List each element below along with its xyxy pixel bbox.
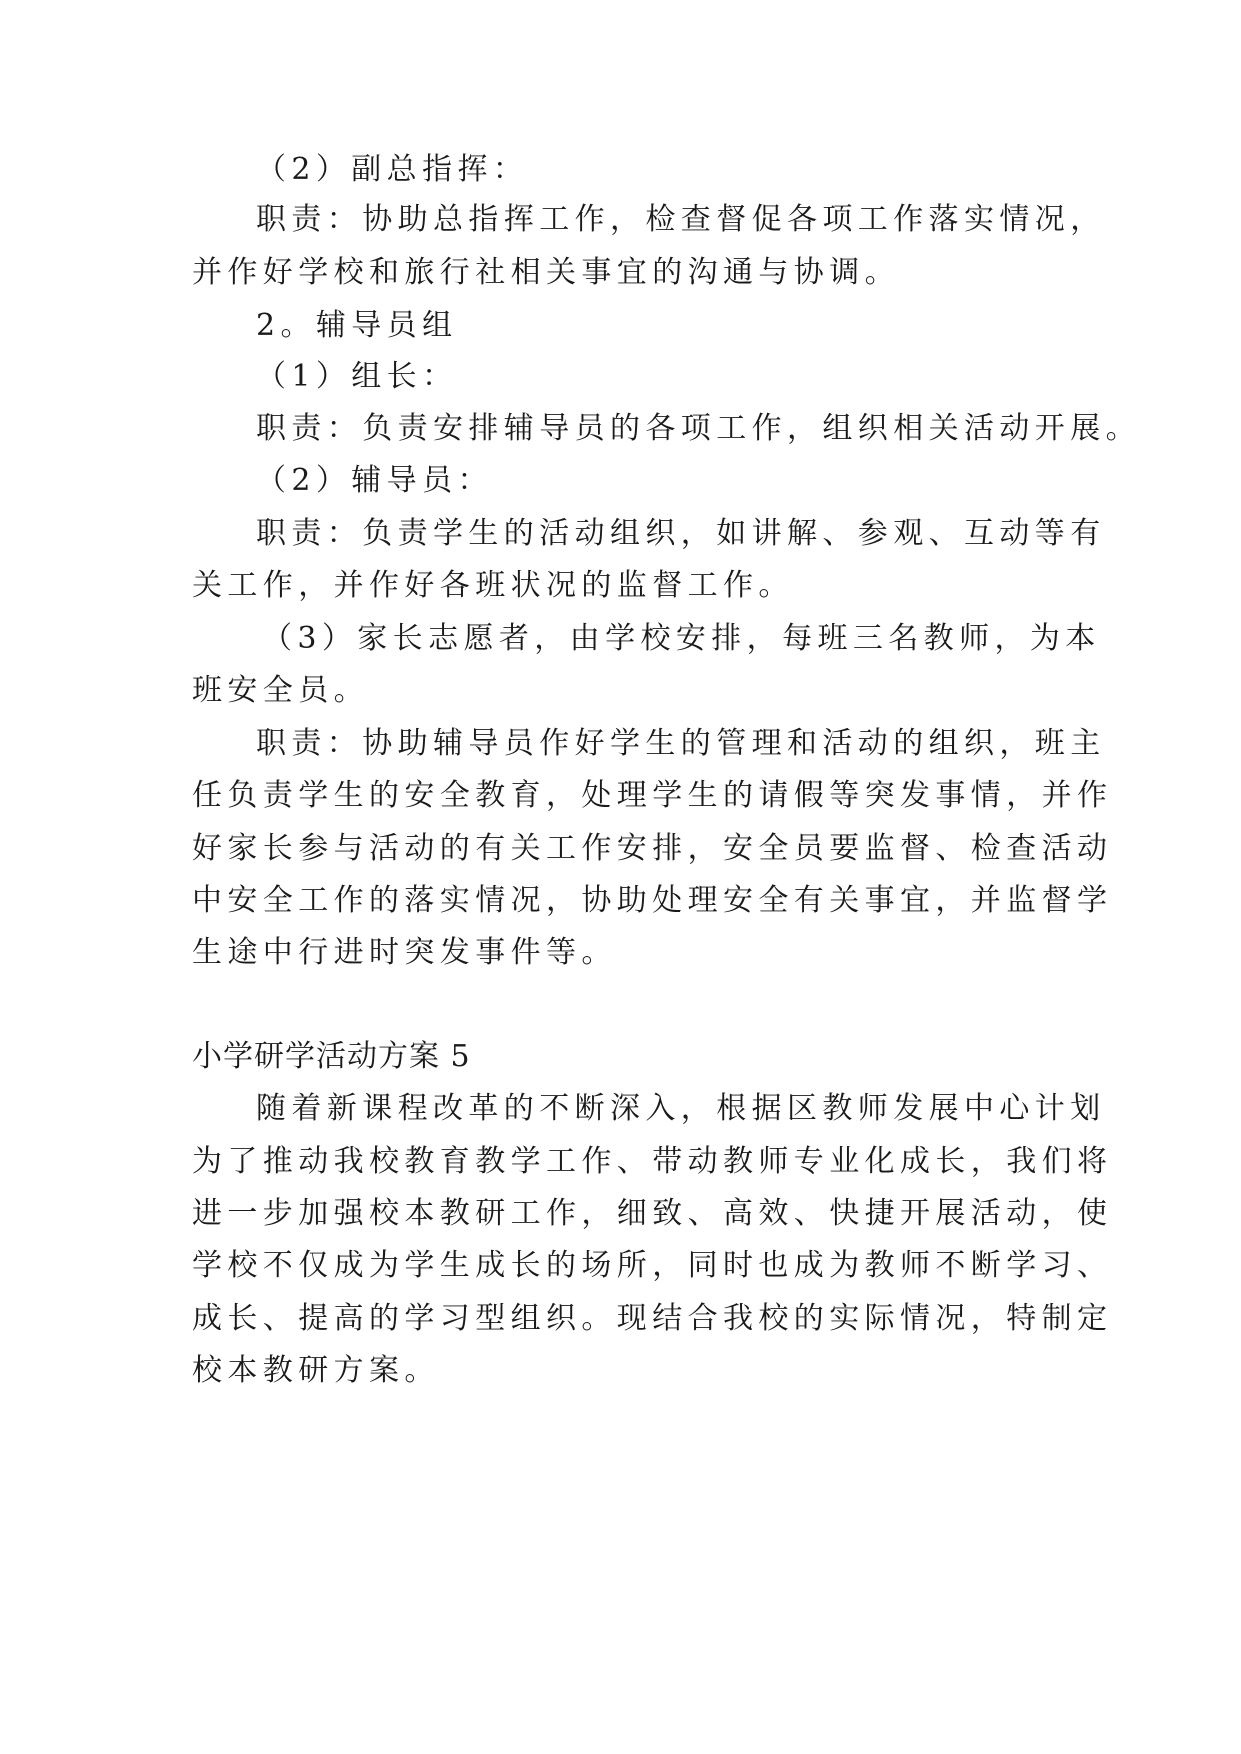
sub-heading-group-leader: （1）组长： xyxy=(256,359,458,394)
duty-text: 职责：协助总指挥工作，检查督促各项工作落实情况， xyxy=(256,202,1106,237)
paragraph-text: 进一步加强校本教研工作，细致、高效、快捷开展活动，使 xyxy=(192,1196,1113,1231)
sub-heading-parent-volunteers: （3）家长志愿者，由学校安排，每班三名教师，为本 xyxy=(262,621,1101,656)
duty-text: 职责：负责学生的活动组织，如讲解、参观、互动等有 xyxy=(256,516,1106,551)
paragraph-text: 成长、提高的学习型组织。现结合我校的实际情况，特制定 xyxy=(192,1301,1113,1336)
body-text: 班安全员。 xyxy=(192,673,369,708)
duty-text: 职责：协助辅导员作好学生的管理和活动的组织，班主 xyxy=(256,726,1106,761)
duty-text: 生途中行进时突发事件等。 xyxy=(192,935,617,970)
sub-heading-counselor: （2）辅导员： xyxy=(256,463,493,498)
duty-text: 好家长参与活动的有关工作安排，安全员要监督、检查活动 xyxy=(192,831,1113,866)
group-heading-counselors: 2。辅导员组 xyxy=(256,308,458,343)
paragraph-text: 学校不仅成为学生成长的场所，同时也成为教师不断学习、 xyxy=(192,1248,1113,1283)
paragraph-text: 为了推动我校教育教学工作、带动教师专业化成长，我们将 xyxy=(192,1144,1113,1179)
paragraph-text: 校本教研方案。 xyxy=(192,1353,440,1388)
paragraph-text: 随着新课程改革的不断深入，根据区教师发展中心计划 xyxy=(256,1091,1106,1126)
section-title: 小学研学活动方案 5 xyxy=(192,1039,471,1074)
duty-text: 职责：负责安排辅导员的各项工作，组织相关活动开展。 xyxy=(256,411,1141,446)
sub-heading-deputy-commander: （2）副总指挥： xyxy=(256,152,529,187)
duty-text: 并作好学校和旅行社相关事宜的沟通与协调。 xyxy=(192,255,900,290)
duty-text: 中安全工作的落实情况，协助处理安全有关事宜，并监督学 xyxy=(192,883,1113,918)
duty-text: 关工作，并作好各班状况的监督工作。 xyxy=(192,568,794,603)
duty-text: 任负责学生的安全教育，处理学生的请假等突发事情，并作 xyxy=(192,778,1113,813)
